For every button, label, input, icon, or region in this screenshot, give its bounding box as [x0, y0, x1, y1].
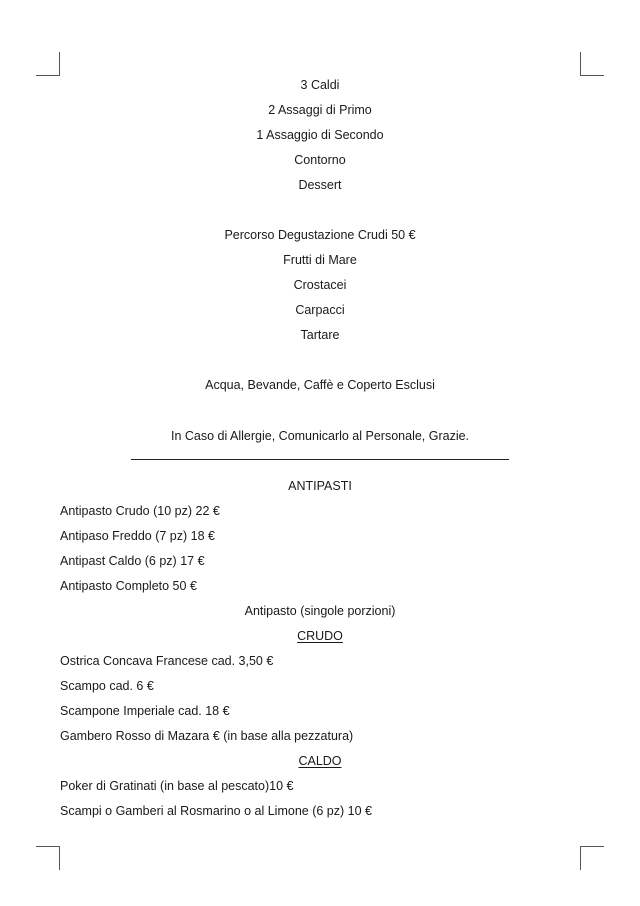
crudi-item: Carpacci [295, 303, 345, 317]
menu-line-secondo: 1 Assaggio di Secondo [256, 128, 384, 142]
menu-line-primo: 2 Assaggi di Primo [268, 103, 372, 117]
excluded-note: Acqua, Bevande, Caffè e Coperto Esclusi [205, 378, 435, 392]
caldo-item: Poker di Gratinati (in base al pescato)10 € [60, 779, 294, 793]
antipasto-item: Antipasto Crudo (10 pz) 22 € [60, 504, 220, 518]
crudi-item: Frutti di Mare [283, 253, 357, 267]
menu-line-contorno: Contorno [294, 153, 346, 167]
crop-mark-bottom-right [580, 846, 604, 870]
antipasti-heading: ANTIPASTI [288, 479, 352, 493]
crudo-item: Scampone Imperiale cad. 18 € [60, 704, 230, 718]
crudo-item: Scampo cad. 6 € [60, 679, 154, 693]
crop-mark-top-left [36, 52, 60, 76]
menu-line-dessert: Dessert [298, 178, 342, 192]
crudo-heading-text: CRUDO [297, 629, 343, 643]
crudi-item: Tartare [300, 328, 340, 342]
antipasto-item: Antipaso Freddo (7 pz) 18 € [60, 529, 215, 543]
caldo-heading [60, 753, 580, 769]
menu-line-caldi: 3 Caldi [300, 78, 340, 92]
crudi-item: Crostacei [293, 278, 347, 292]
antipasto-item: Antipast Caldo (6 pz) 17 € [60, 554, 205, 568]
caldo-item: Scampi o Gamberi al Rosmarino o al Limone (6 pz) 10 € [60, 804, 372, 818]
crudo-item: Ostrica Concava Francese cad. 3,50 € [60, 654, 274, 668]
divider-line [131, 459, 509, 460]
allergy-note: In Caso di Allergie, Comunicarlo al Personale, Grazie. [170, 429, 470, 443]
antipasto-item: Antipasto Completo 50 € [60, 579, 197, 593]
crudo-item: Gambero Rosso di Mazara € (in base alla pezzatura) [60, 729, 354, 743]
caldo-heading-text: CALDO [298, 754, 342, 768]
crudo-heading [60, 628, 580, 644]
crop-mark-top-right [580, 52, 604, 76]
single-portions-heading: Antipasto (singole porzioni) [244, 604, 396, 618]
crudi-title: Percorso Degustazione Crudi 50 € [224, 228, 416, 242]
crop-mark-bottom-left [36, 846, 60, 870]
